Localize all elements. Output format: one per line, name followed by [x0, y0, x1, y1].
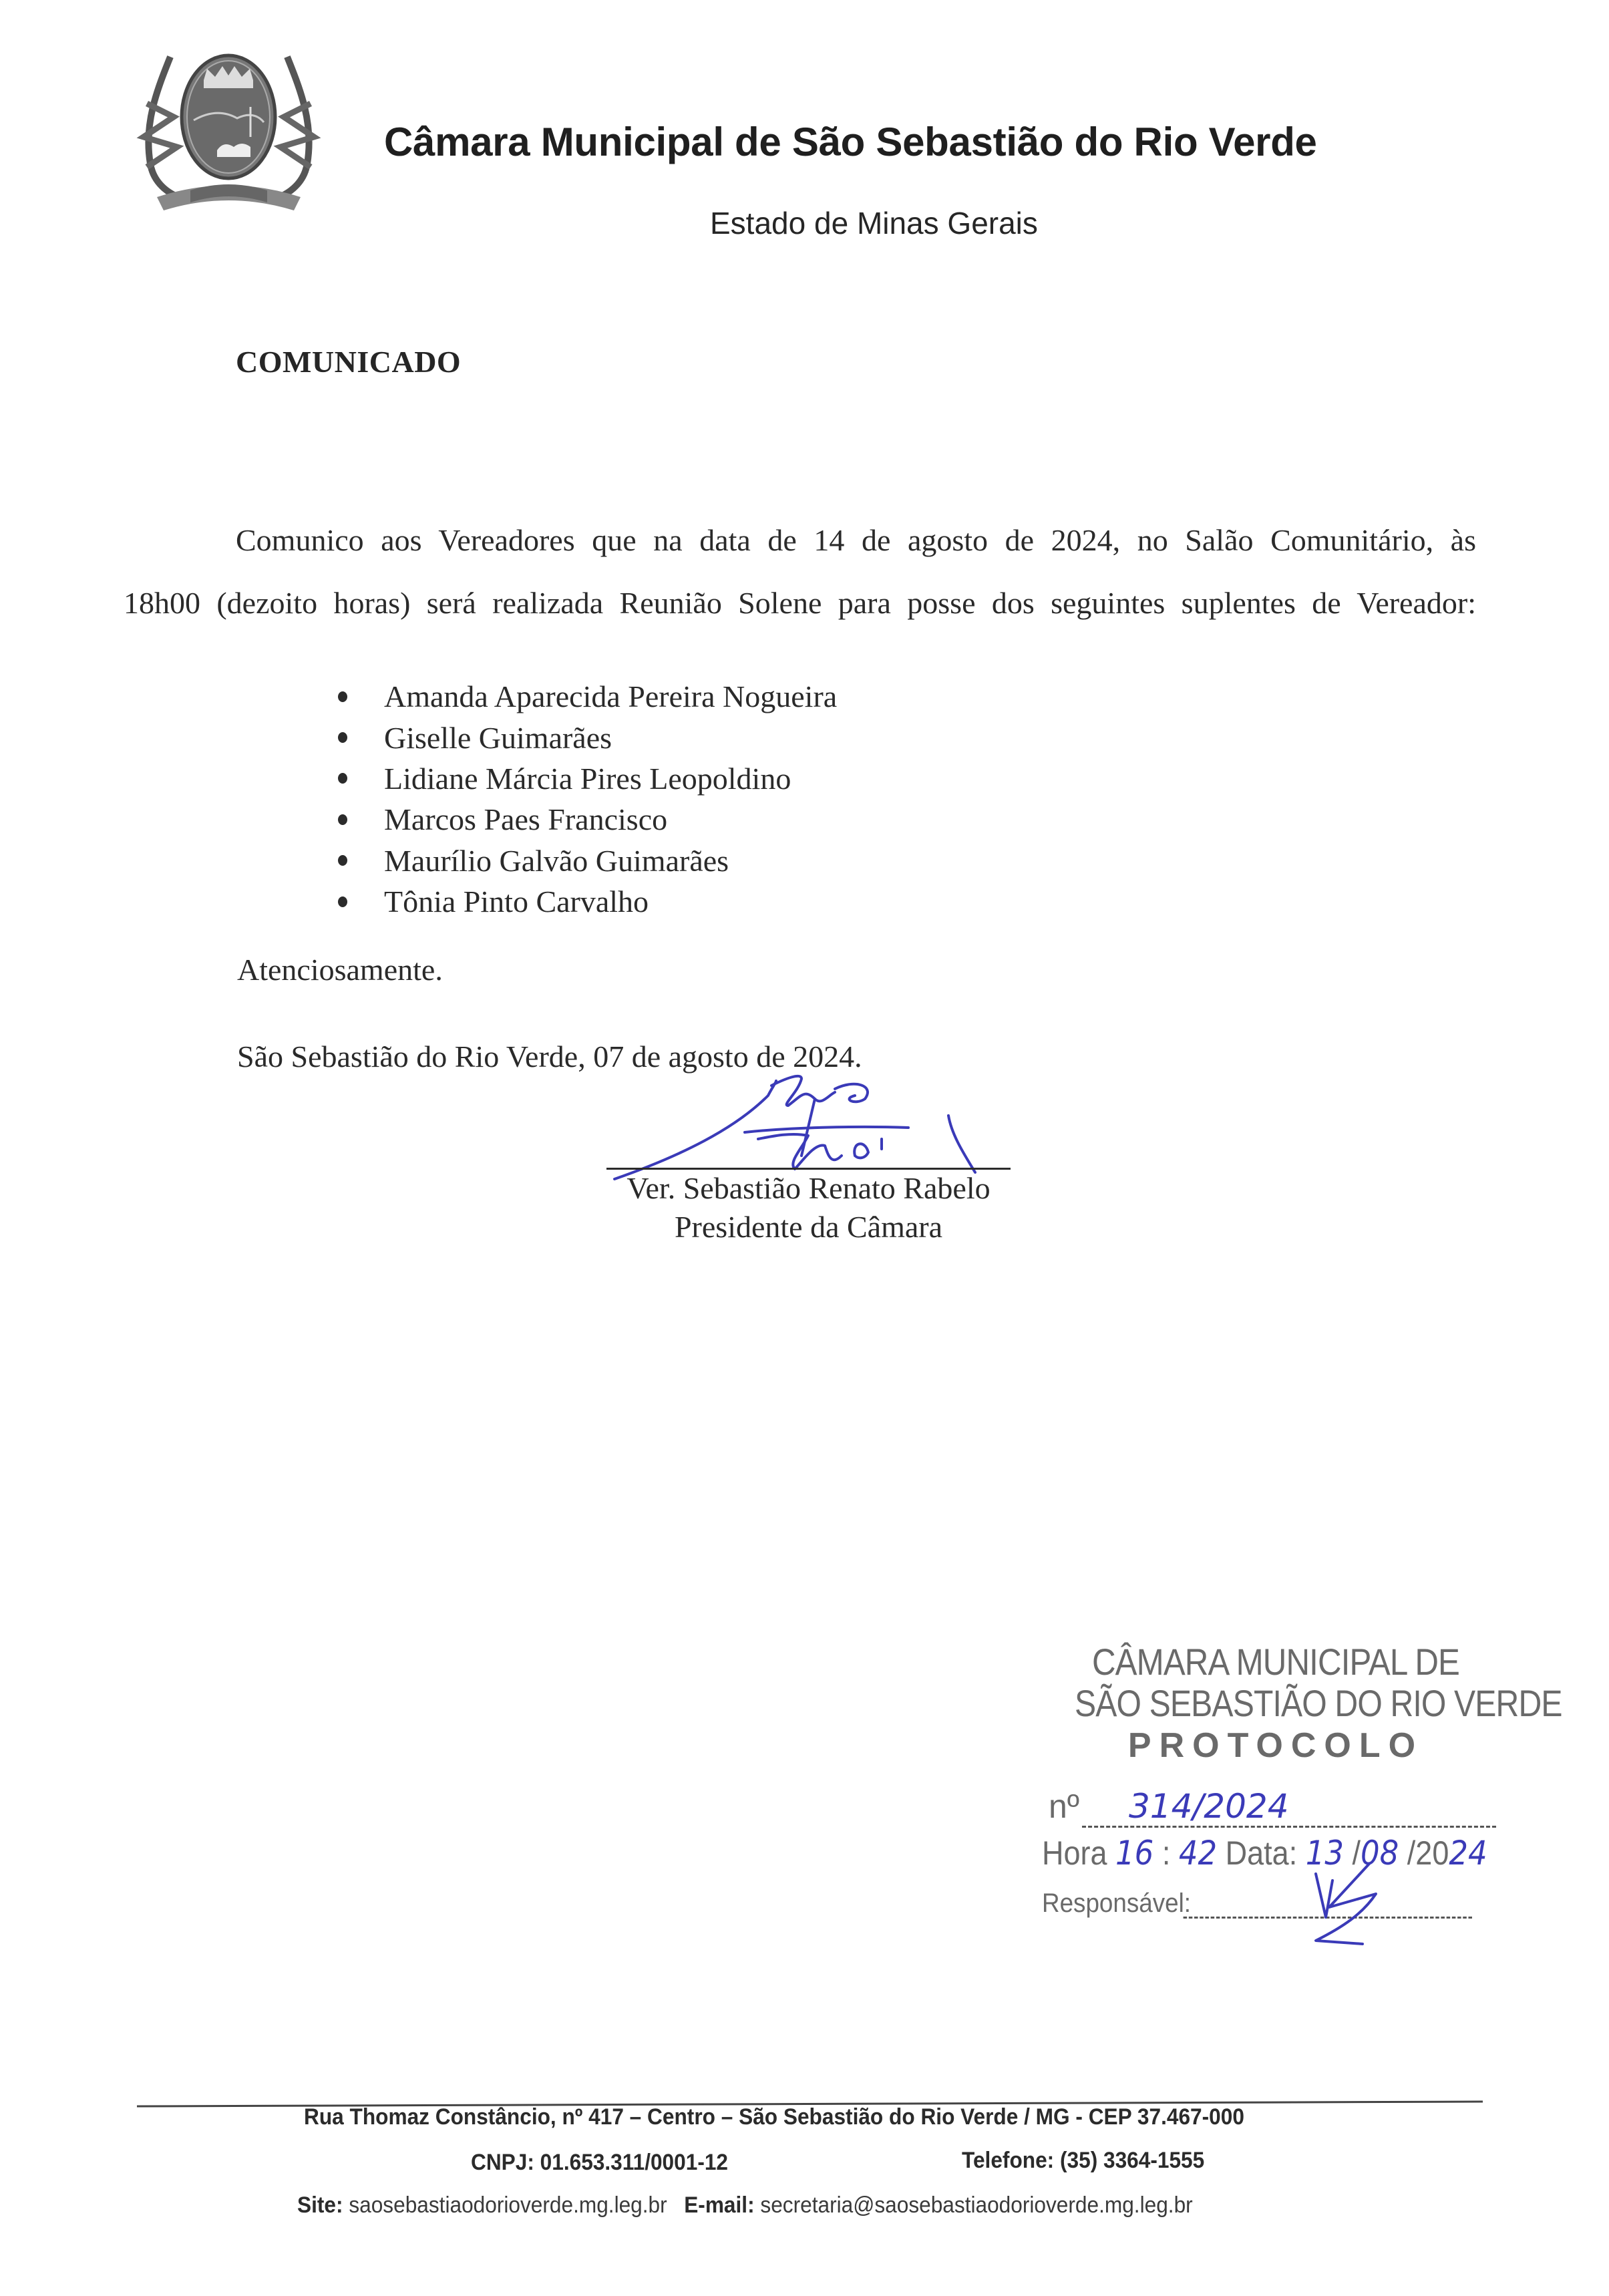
bullet-icon [338, 814, 347, 825]
list-item [334, 840, 837, 881]
bullet-icon [338, 732, 347, 743]
paragraph-line-2: 18h00 (dezoito horas) será realizada Reunião Solene para posse dos seguintes suplentes de Vereador: [124, 586, 1476, 620]
stamp-year-prefix: 20 [1415, 1834, 1449, 1872]
suplente-name: Marcos Paes Francisco [384, 802, 668, 837]
suplente-name: Lidiane Márcia Pires Leopoldino [384, 761, 791, 796]
handwritten-signature-icon [601, 1069, 1055, 1182]
site-link[interactable]: saosebastiaodorioverde.mg.leg.br [349, 2192, 667, 2218]
suplente-name: Tônia Pinto Carvalho [384, 884, 649, 919]
suplente-name: Giselle Guimarães [384, 720, 612, 755]
stamp-year-suffix: 24 [1449, 1834, 1487, 1872]
signer-role: Presidente da Câmara [674, 1210, 943, 1244]
stamp-responsible-label: Responsável: [1042, 1889, 1191, 1918]
stamp-title: PROTOCOLO [1127, 1726, 1424, 1765]
stamp-line-1: CÂMARA MUNICIPAL DE [1091, 1641, 1460, 1683]
closing-text: Atenciosamente. [237, 953, 443, 987]
paragraph-line-1: Comunico aos Vereadores que na data de 14 de agosto de 2024, no Salão Comunitário, às [236, 523, 1476, 557]
stamp-time-date-row: Hora 16 : 42 Data: 13 /08 /2024 [1042, 1834, 1487, 1872]
email-link[interactable]: secretaria@saosebastiaodorioverde.mg.leg.br [760, 2192, 1193, 2218]
bullet-icon [338, 855, 347, 866]
stamp-time-separator: : [1161, 1834, 1171, 1872]
email-label: E-mail: [684, 2192, 755, 2218]
phone-value: (35) 3364-1555 [1059, 2148, 1205, 2173]
place-and-date: São Sebastião do Rio Verde, 07 de agosto de 2024. [237, 1039, 862, 1074]
municipal-coat-of-arms-icon [130, 30, 327, 217]
stamp-time-label: Hora [1042, 1834, 1107, 1872]
stamp-hour: 16 [1115, 1834, 1154, 1872]
stamp-month: 08 [1361, 1834, 1399, 1872]
bullet-icon [338, 691, 347, 702]
stamp-minute: 42 [1178, 1834, 1218, 1872]
cnpj-label: CNPJ: [471, 2150, 534, 2175]
handwritten-initials-icon [1302, 1860, 1389, 1951]
footer-address: Rua Thomaz Constâncio, nº 417 – Centro – São Sebastião do Rio Verde / MG - CEP 37.467-000 [304, 2104, 1244, 2130]
phone-label: Telefone: [962, 2148, 1055, 2173]
organization-state: Estado de Minas Gerais [710, 206, 1038, 240]
protocol-stamp [1042, 1640, 1562, 1961]
organization-title: Câmara Municipal de São Sebastião do Rio Verde [384, 120, 1317, 164]
suplente-name: Amanda Aparecida Pereira Nogueira [384, 679, 838, 714]
suplente-name: Maurílio Galvão Guimarães [384, 843, 729, 878]
list-item [334, 799, 837, 840]
bullet-icon [338, 896, 347, 907]
document-heading: COMUNICADO [236, 345, 462, 379]
stamp-line-2: SÃO SEBASTIÃO DO RIO VERDE [1075, 1682, 1562, 1724]
footer-phone [962, 2148, 1204, 2174]
stamp-responsible-row [1042, 1889, 1191, 1919]
cnpj-value: 01.653.311/0001-12 [540, 2150, 729, 2175]
suplentes-list [334, 676, 837, 922]
stamp-day: 13 [1305, 1834, 1344, 1872]
list-item [334, 676, 837, 717]
list-item [334, 758, 837, 799]
list-item [334, 881, 837, 922]
stamp-number-value: 314/2024 [1128, 1787, 1289, 1826]
signer-name: Ver. Sebastião Renato Rabelo [627, 1171, 991, 1205]
list-item [334, 717, 837, 758]
footer-cnpj [471, 2150, 728, 2176]
signature-line [606, 1168, 1011, 1170]
stamp-number-row [1049, 1787, 1289, 1826]
stamp-date-label: Data: [1225, 1834, 1298, 1872]
stamp-number-label: nº [1049, 1788, 1080, 1825]
bullet-icon [338, 773, 347, 784]
footer-web [297, 2192, 1193, 2219]
site-label: Site: [297, 2192, 343, 2218]
